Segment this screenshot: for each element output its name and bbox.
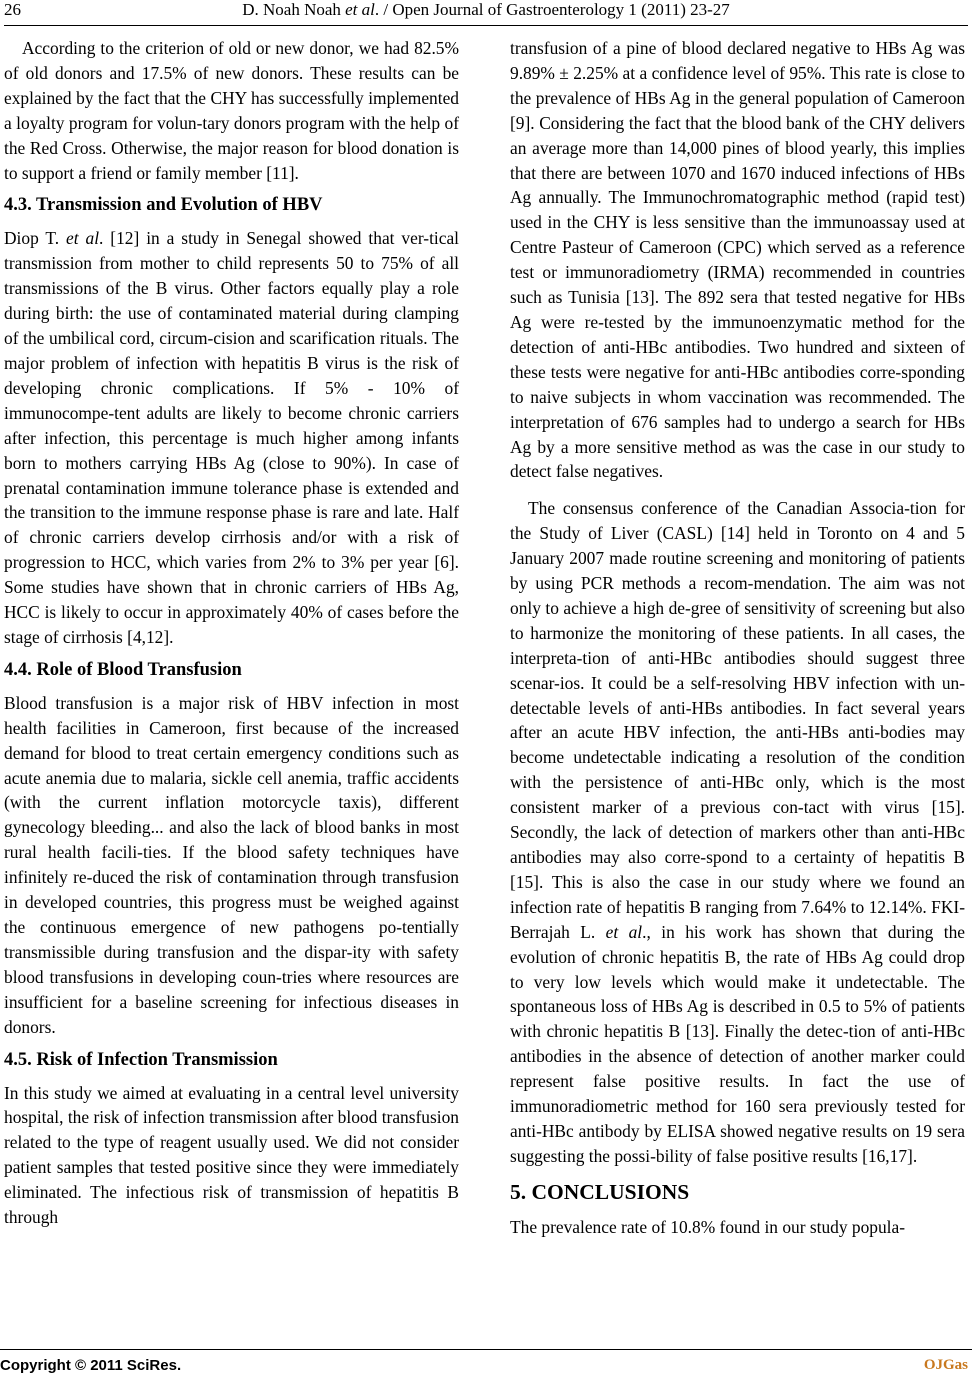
paragraph: The prevalence rate of 10.8% found in our study popula- bbox=[510, 1216, 906, 1237]
right-column bbox=[510, 36, 965, 1240]
paragraph: In this study we aimed at evaluating in a central level university hospital, the risk of infection transmission after blood transfusion related to the type of reagent usually used. We did not consider patient samples that tested positive since they were immediately eliminated. The infectious risk of transmission of hepatitis B through bbox=[4, 1082, 459, 1228]
left-column bbox=[4, 36, 459, 1230]
section-heading: 4.3. Transmission and Evolution of HBV bbox=[4, 195, 323, 216]
paragraph: transfusion of a pine of blood declared negative to HBs Ag was 9.89% ± 2.25% at a confidence level of 95%. This rate is close to the prevalence of HBs Ag in the general population of Cameroon [9]. Considering the fact that the blood bank of the CHY delivers an average more than 14,000 pines of blood yearly, this implies that there are between 1070 and 1670 induced infections of HBs Ag annually. The Immunochromatographic method (rapid test) used in the CHY is less sensitive than the immunoassay used at Centre Pasteur of Cameroon (CPC) which served as a reference test or immunoradiometry (IRMA) recommended in countries such as Tunisia [13]. The 892 sera that tested negative for HBs Ag were re-tested by the immunoenzymatic method for the detection of anti-HBc antibodies. Two hundred and sixteen of these tests were negative for anti-HBc antibodies corre-sponding to naive subjects in whom vaccination was recommended. The interpretation of 676 samples had to undergo a search for HBs Ag by a more sensitive method as was the case in our study to detect false negatives. bbox=[510, 38, 965, 482]
paragraph: The consensus conference of the Canadian Associa-tion for the Study of Liver (CASL) [14] held in Toronto on 4 and 5 January 2007 made routine screening and monitoring of patients by using PCR methods a recom-mendation. The aim was not only to achieve a high de-gree of sensitivity of screening but also to harmonize the monitoring of these patients. In all cases, the interpreta-tion of anti-HBc antibodies should suggest three scenar-ios. It could be a self-resolving HBV infection with un-detectable levels of anti-HBs antibodies. In fact several years after an acute HBV infection, the anti-HBs anti-bodies may become undetectable indicating a resolution of the condition with the persistence of anti-HBc only, which is the most consistent marker of a previous con-tact with virus [15]. Secondly, the lack of detection of markers other than anti-HBc antibodies may also corre-spond to a certainty of hepatitis B [15]. This is also the case in our study where we found an infection rate of hepatitis B ranging from 7.64% to 12.14%. FKI-Berrajah L. et al., in his work has shown that during the evolution of chronic hepatitis B, the rate of HBs Ag could drop to very low levels which would make it undetectable. The spontaneous loss of HBs Ag is described in 0.5 to 5% of patients with chronic hepatitis B [13]. Finally the detec-tion of anti-HBc antibodies in the absence of detection of another marker could represent false positive results. In fact the use of immunoradiometric method for 160 sera previously tested for anti-HBc antibody by ELISA showed negative results on 19 sera suggesting the possi-bility of false positive results [16,17]. bbox=[510, 498, 965, 1166]
section-heading: 4.4. Role of Blood Transfusion bbox=[4, 659, 242, 680]
paragraph: Diop T. et al. [12] in a study in Senegal showed that ver-tical transmission from mother to child represents 50 to 75% of all transmissions of the B virus. Other factors equally play a role during birth: the use of contaminated material during clamping of the umbilical cord, circum-cision and scarification rituals. The major problem of infection with hepatitis B virus is the risk of developing chronic complications. If 5% - 10% of immunocompe-tent adults are likely to become chronic carriers after infection, this percentage is much higher among infants born to mothers carrying HBs Ag (close to 90%). In case of prenatal contamination immune tolerance phase is extended and the transition to the immune response phase is rare and late. Half of chronic carriers develop cirrhosis and/or with a risk of progression to HCC, which varies from 2% to 3% per year [6]. Some studies have shown that in chronic carriers of HBs Ag, HCC is likely to occur in approximately 40% of cases before the stage of cirrhosis [4,12]. bbox=[4, 228, 460, 647]
section-heading: 5. CONCLUSIONS bbox=[510, 1179, 690, 1204]
footer-rule bbox=[0, 1349, 972, 1350]
running-title: D. Noah Noah et al. / Open Journal of Gastroenterology 1 (2011) 23-27 bbox=[242, 0, 730, 19]
paragraph: Blood transfusion is a major risk of HBV infection in most health facilities in Cameroon, first because of the increased demand for blood to treat certain emergency conditions such as acute anemia due to malaria, sickle cell anemia, traffic accidents (with the current inflation motorcycle taxis), different gynecology bleeding... and also the lack of blood banks in most rural health facili-ties. If the blood safety techniques have infinitely re-duced the risk of contamination through transfusion in developed countries, this progress must be weighed against the continuous emergence of new pathogens po-tentially transmissible during transfusion and the dispar-ity with safety blood transfusions in developing coun-tries where resources are insufficient for a baseline screening for infectious diseases in donors. bbox=[4, 692, 459, 1037]
header-rule bbox=[4, 25, 968, 26]
page-number: 26 bbox=[4, 0, 21, 19]
copyright-notice: Copyright © 2011 SciRes. bbox=[0, 1357, 182, 1374]
section-heading: 4.5. Risk of Infection Transmission bbox=[4, 1049, 278, 1070]
journal-abbreviation: OJGas bbox=[923, 1357, 968, 1373]
paragraph: According to the criterion of old or new donor, we had 82.5% of old donors and 17.5% of new donors. These results can be explained by the fact that the CHY has successfully implemented a loyalty program for volun-tary donors program with the help of the Red Cross. Otherwise, the major reason for blood donation is to support a friend or family member [11]. bbox=[4, 38, 459, 183]
